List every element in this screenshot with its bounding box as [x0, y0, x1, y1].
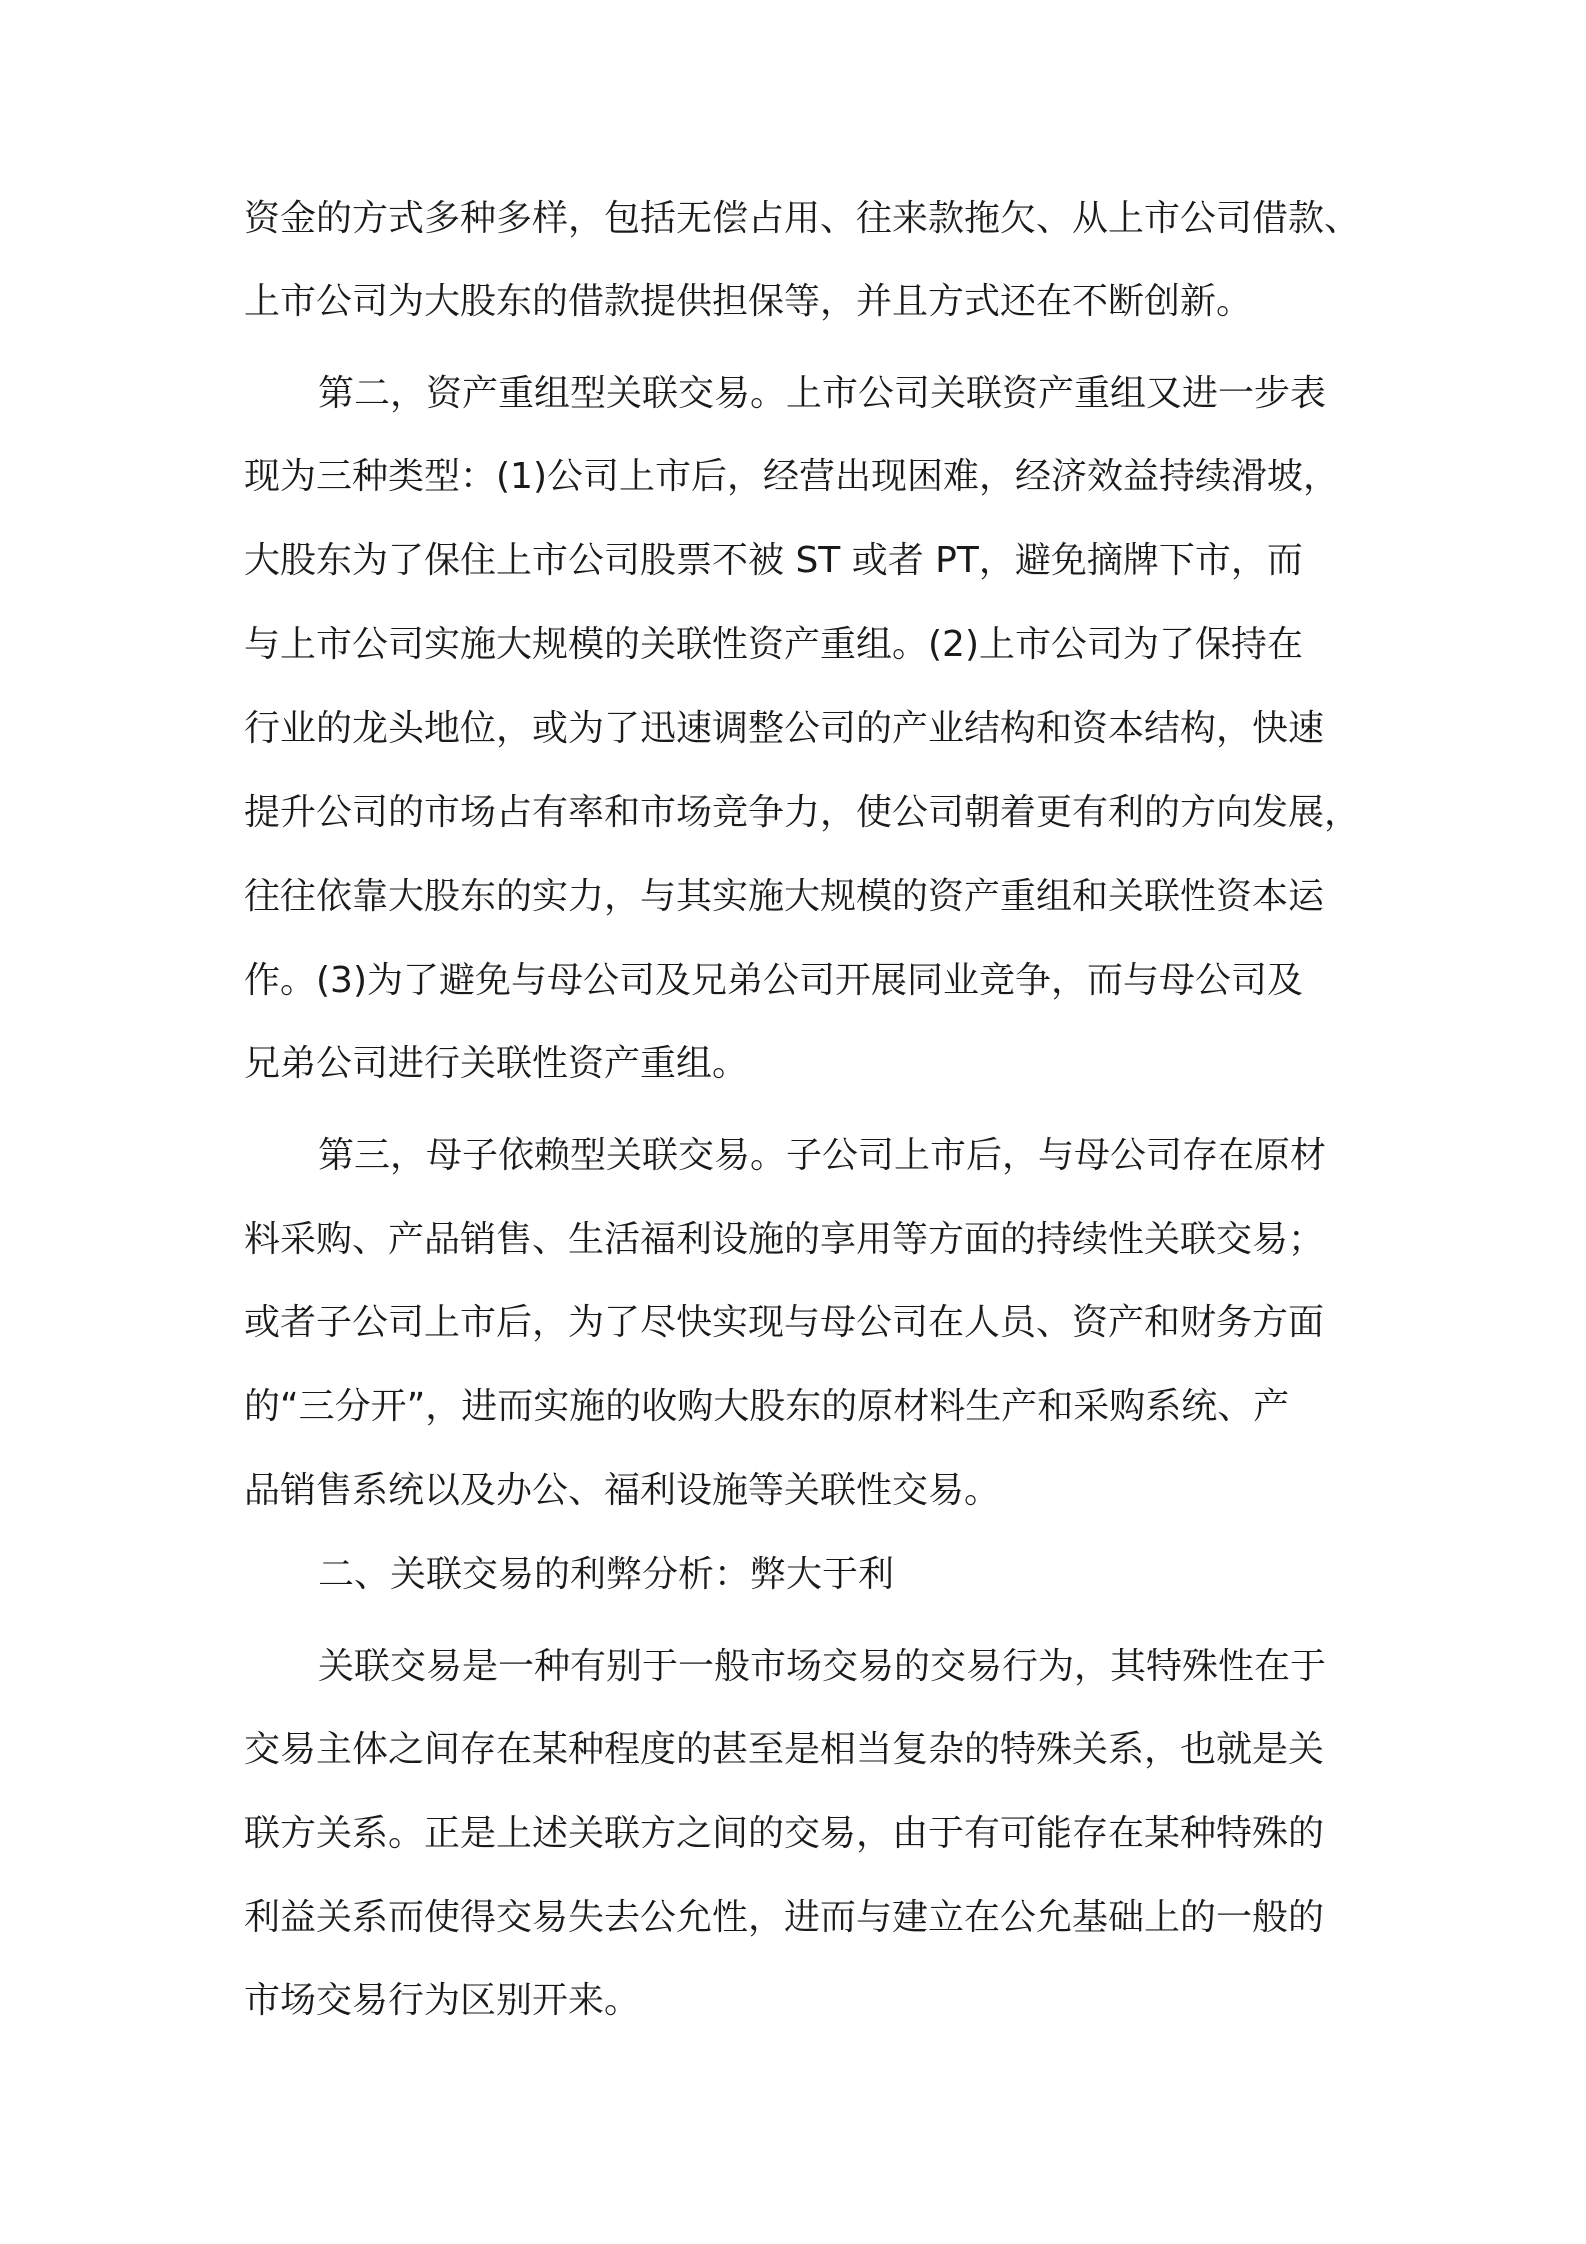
- text-line: 行业的龙头地位，或为了迅速调整公司的产业结构和资本结构，快速: [244, 708, 1325, 749]
- text-line: 或者子公司上市后，为了尽快实现与母公司在人员、资产和财务方面: [244, 1302, 1325, 1343]
- text-line: 品销售系统以及办公、福利设施等关联性交易。: [244, 1470, 1001, 1511]
- text-line: 兄弟公司进行关联性资产重组。: [244, 1043, 749, 1084]
- text-line: 联方关系。正是上述关联方之间的交易，由于有可能存在某种特殊的: [244, 1813, 1325, 1854]
- text-line: 往往依靠大股东的实力，与其实施大规模的资产重组和关联性资本运: [244, 876, 1325, 917]
- text-line: 市场交易行为区别开来。: [244, 1980, 641, 2021]
- text-line: 第三，母子依赖型关联交易。子公司上市后，与母公司存在原材: [318, 1135, 1327, 1176]
- text-line: 资金的方式多种多样，包括无偿占用、往来款拖欠、从上市公司借款、: [244, 198, 1361, 239]
- text-line: 的“三分开”，进而实施的收购大股东的原材料生产和采购系统、产: [244, 1386, 1290, 1427]
- text-line: 料采购、产品销售、生活福利设施的享用等方面的持续性关联交易；: [244, 1219, 1325, 1260]
- text-line: 上市公司为大股东的借款提供担保等，并且方式还在不断创新。: [244, 281, 1253, 322]
- text-line: 现为三种类型：(1)公司上市后，经营出现困难，经济效益持续滑坡，: [244, 456, 1339, 497]
- text-line: 关联交易是一种有别于一般市场交易的交易行为，其特殊性在于: [318, 1646, 1327, 1687]
- text-line: 提升公司的市场占有率和市场竞争力，使公司朝着更有利的方向发展，: [244, 792, 1361, 833]
- text-line: 作。(3)为了避免与母公司及兄弟公司开展同业竞争，而与母公司及: [244, 960, 1303, 1001]
- text-line: 利益关系而使得交易失去公允性，进而与建立在公允基础上的一般的: [244, 1897, 1325, 1938]
- text-line: 与上市公司实施大规模的关联性资产重组。(2)上市公司为了保持在: [244, 624, 1303, 665]
- section-heading: 二、关联交易的利弊分析：弊大于利: [318, 1554, 895, 1595]
- text-line: 交易主体之间存在某种程度的甚至是相当复杂的特殊关系，也就是关: [244, 1729, 1325, 1770]
- text-line: 第二，资产重组型关联交易。上市公司关联资产重组又进一步表: [318, 373, 1327, 414]
- text-line: 大股东为了保住上市公司股票不被 ST 或者 PT，避免摘牌下市，而: [244, 540, 1303, 581]
